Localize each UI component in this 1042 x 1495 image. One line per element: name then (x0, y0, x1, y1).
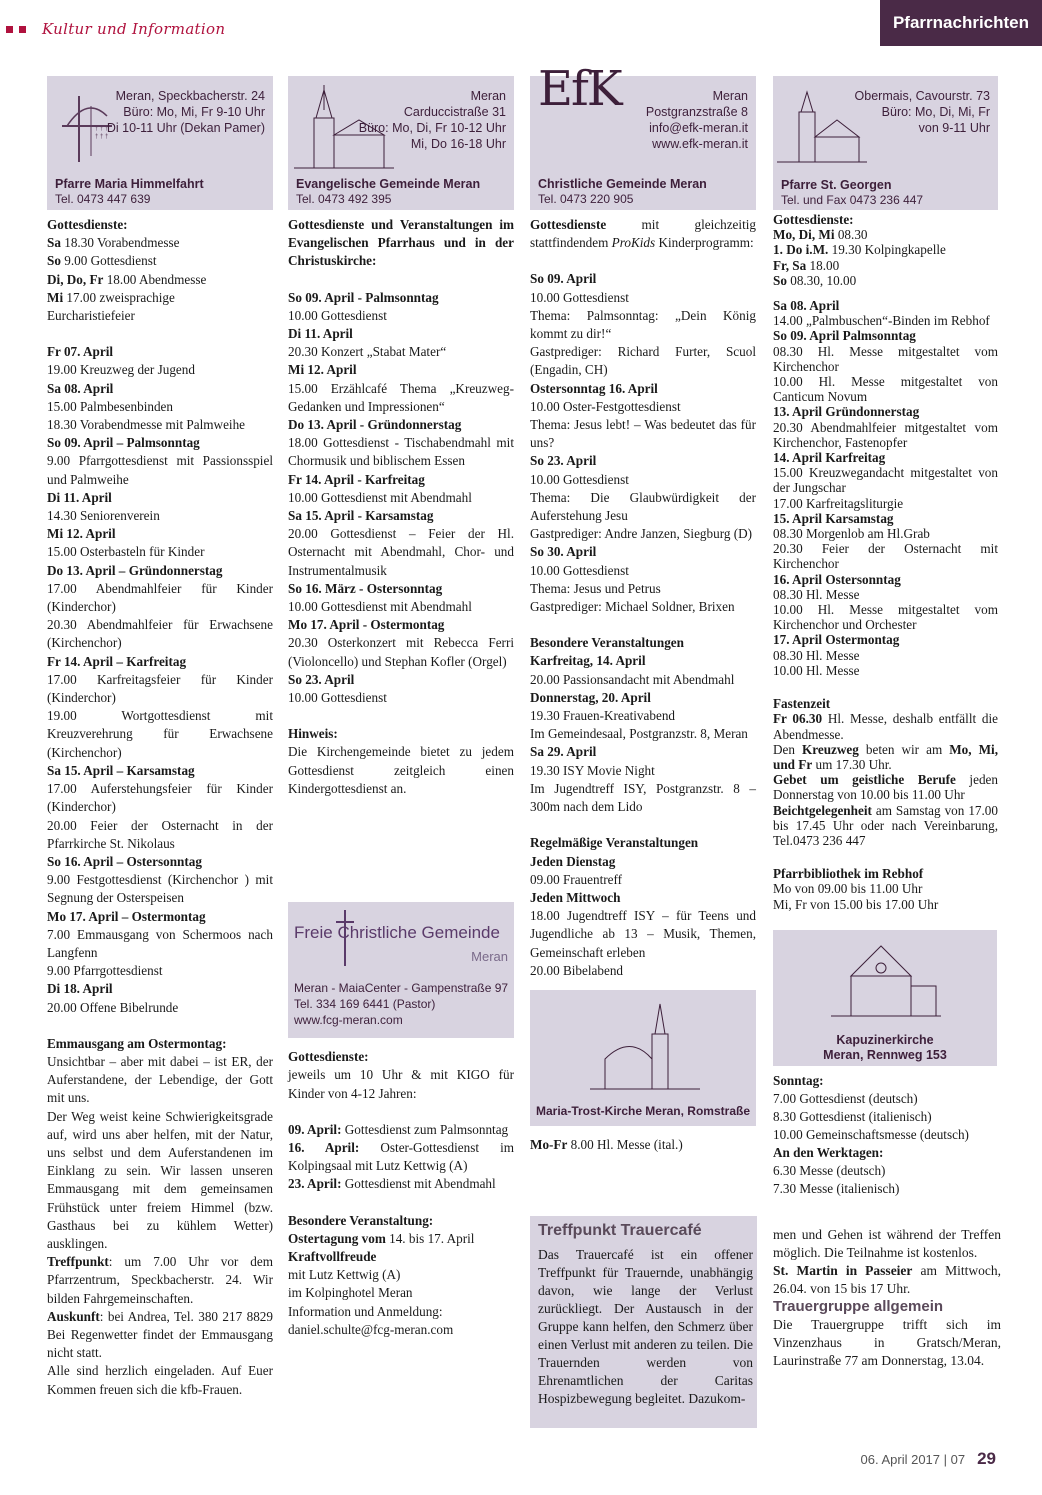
parish-name: Evangelische Gemeinde Meran (296, 176, 481, 191)
parish-address: Meran Postgranzstraße 8 info@efk-meran.it www.efk-meran.it (645, 89, 748, 151)
text-line: Mi 17.00 zweisprachige (47, 289, 175, 305)
text-line: Die Kirchengemeinde bietet zu jedem Gottesdienst zeitgleich einen Kindergottesdienst an. (288, 744, 514, 796)
text-line: daniel.schulte@fcg-meran.com (288, 1321, 454, 1337)
text-line: jeweils um 10 Uhr & mit KIGO für Kinder von 4-12 Jahren: (288, 1067, 514, 1101)
text-line: 09.00 Frauentreff (530, 871, 623, 887)
text-line: 18.00 Jugendtreff ISY – für Teens und Jugendliche ab 13 – Musik, Themen, Gemeinschaft erleben (530, 908, 756, 960)
text-heading: Sa 08. April (47, 380, 114, 396)
text-heading: Hinweis: (288, 726, 338, 742)
text-heading: Mo 17. April – Ostermontag (47, 908, 206, 924)
text-heading: Kraftvollfreude (288, 1248, 377, 1264)
text-line: Mi, Fr von 15.00 bis 17.00 Uhr (773, 896, 939, 912)
fcg-text (288, 1048, 514, 1339)
text-line: 08.30 Hl. Messe (773, 647, 860, 663)
text-line: 23. April: Gottesdienst mit Abendmahl (288, 1176, 496, 1192)
text-heading: Jeden Mittwoch (530, 889, 621, 905)
text-line: Thema: Jesus lebt! – Was bedeutet das für uns? (530, 417, 756, 451)
text-heading: Besondere Veranstaltung: (288, 1212, 434, 1228)
text-line: 7.00 Emmausgang von Schermoos nach Langfenn (47, 926, 273, 960)
text-line: 10.00 Gottesdienst mit Abendmahl (288, 489, 472, 505)
text-line: 20.00 Bibelabend (530, 962, 624, 978)
text-line: 19.00 Wortgottesdienst mit Kreuzverehrung für Erwachsene (Kirchenchor) (47, 708, 273, 760)
text-heading: Regelmäßige Veranstaltungen (530, 835, 699, 851)
parish-text (47, 216, 273, 1399)
text-heading: So 16. März - Ostersonntag (288, 580, 443, 596)
text-heading: Donnerstag, 20. April (530, 689, 651, 705)
text-heading: So 09. April Palmsonntag (773, 328, 916, 344)
text-line: Auskunft: bei Andrea, Tel. 380 217 8829 Bei Regenwetter findet der Emmausgang nicht statt. (47, 1308, 273, 1361)
page-footer (861, 1449, 997, 1469)
parish-text (288, 216, 514, 798)
text-line: Mo von 09.00 bis 11.00 Uhr (773, 881, 923, 897)
text-heading: Do 13. April – Gründonnerstag (47, 562, 223, 578)
text-line: 17.00 Auferstehungsfeier für Kinder (Kinderchor) (47, 781, 273, 815)
text-line: Gottesdienste mit gleichzeitig stattfindendem ProKids Kinderprogramm: (530, 217, 756, 251)
text-line: mit Lutz Kettwig (A) (288, 1267, 401, 1283)
text-line: 1. Do i.M. 19.30 Kolpingkapelle (773, 242, 946, 258)
text-heading: 14. April Karfreitag (773, 450, 886, 466)
text-line: Gastprediger: Andre Janzen, Siegburg (D) (530, 526, 753, 542)
text-heading: So 23. April (530, 453, 597, 469)
kapuzinerkirche-address: Meran, Rennweg 153 (823, 1047, 947, 1062)
parish-box-efk (530, 61, 756, 210)
text-line: 20.30 Abendmahlfeier mitgestaltet vom Kirchenchor, Fastenopfer (773, 419, 998, 450)
section-tag: Pfarrnachrichten (880, 0, 1042, 46)
text-heading: Sa 15. April – Karsamstag (47, 762, 195, 778)
parish-address: Meran, Speckbacherstr. 24 Büro: Mo, Mi, Fr 9-10 Uhr Di 10-11 Uhr (Dekan Pamer) (106, 89, 265, 135)
text-heading: Di 18. April (47, 981, 113, 997)
text-line: 10.00 Gottesdienst (530, 562, 629, 578)
fcg-contact: Meran - MaiaCenter - Gampenstraße 97 Tel. 334 169 6441 (Pastor) www.fcg-meran.com (294, 981, 509, 1028)
text-heading: Gottesdienste und Veranstaltungen im Evangelischen Pfarrhaus und in der Christuskirche: (288, 217, 514, 269)
text-heading: Gottesdienste: (47, 217, 128, 232)
text-heading: Fr 07. April (47, 344, 114, 360)
parish-box-maria-trost (530, 990, 756, 1126)
text-line: So 9.00 Gottesdienst (47, 253, 157, 269)
text-heading: Sa 15. April - Karsamstag (288, 508, 434, 524)
text-heading: 17. April Ostermontag (773, 632, 900, 648)
text-line: 18.30 Vorabendmesse mit Palmweihe (47, 417, 246, 433)
text-line: 10.00 Hl. Messe mitgestaltet vom Kirchenchor und Orchester (773, 602, 998, 633)
text-heading: Mi 12. April (288, 362, 357, 378)
text-heading: Di 11. April (288, 326, 353, 342)
text-line: 15.00 Palmbesenbinden (47, 398, 173, 414)
text-line: 10.00 Gottesdienst (530, 471, 629, 487)
column-maria-himmelfahrt (47, 76, 273, 1399)
text-heading: Karfreitag, 14. April (530, 653, 646, 669)
trauercafe-text-2: men und Gehen ist während der Treffen möglich. Die Teilnahme ist kostenlos. St. Martin in Passeier am Mittwoch, 26.04. von 15 bis 17 Uhr. Trauergruppe allgemein Die Trauergruppe trifft sich im Vinzenzhaus in Gratsch/Meran, Laurinstraße 77 am Donnerstag, 13.04. (773, 1227, 1001, 1368)
text-line: 18.00 Gottesdienst - Tischabendmahl mit Chormusik und biblischem Essen (288, 435, 514, 469)
text-line: 19.00 Kreuzweg der Jugend (47, 362, 195, 378)
text-heading: Di 11. April (47, 489, 112, 505)
text-heading: An den Werktagen: (773, 1144, 884, 1160)
text-line: 09. April: Gottesdienst zum Palmsonntag (288, 1121, 509, 1137)
spacer (773, 848, 998, 866)
text-line: 20.00 Offene Bibelrunde (47, 999, 179, 1015)
parish-box-st-georgen (773, 76, 998, 210)
text-line: 10.00 Hl. Messe mitgestaltet von Canticum Novum (773, 374, 998, 405)
text-line: Mo, Di, Mi 08.30 (773, 227, 868, 243)
parish-name: Christliche Gemeinde Meran (538, 176, 707, 191)
text-heading: So 16. April – Ostersonntag (47, 853, 202, 869)
svg-text:† † †: † † † (95, 126, 109, 132)
text-line: Alle sind herzlich eingeladen. Auf Euer Kommen freuen sich die kfb-Frauen. (47, 1363, 273, 1397)
text-line: 16. April: Oster-Gottesdienst im Kolpingsaal mit Lutz Kettwig (A) (288, 1139, 515, 1174)
text-heading: Sa 29. April (530, 744, 597, 760)
text-line: Den Kreuzweg beten wir am Mo, Mi, und Fr um 17.30 Uhr. (773, 741, 999, 772)
text-heading: Do 13. April - Gründonnerstag (288, 417, 462, 433)
text-heading: Sonntag: (773, 1072, 824, 1088)
column-st-georgen (773, 76, 998, 1198)
text-line: 15.00 Kreuzwegandacht mitgestaltet von der Jungschar (773, 465, 998, 496)
text-line: 14.00 „Palmbuschen“-Binden im Rebhof (773, 313, 990, 329)
parish-phone: Tel. 0473 492 395 (296, 191, 392, 206)
text-line: 20.30 Osterkonzert mit Rebecca Ferri (Violoncello) und Stephan Kofler (Orgel) (288, 635, 514, 669)
text-line: 9.00 Festgottesdienst (Kirchenchor ) mit Segnung der Osterspeisen (47, 872, 273, 906)
text-line: Beichtgelegenheit am Samstag von 17.00 bis 17.45 Uhr oder nach Vereinbarung, Tel.0473 236 447 (773, 802, 998, 848)
trauercafe-box (530, 1216, 1000, 1428)
footer-date: 06. April 2017 | 07 (860, 1452, 966, 1467)
text-line: Unsichtbar – aber mit dabei – ist ER, der Auferstandene, der Lebendige, der Gott mit uns. (47, 1053, 273, 1106)
column-evangelische-gemeinde (288, 76, 514, 1339)
text-heading: Gottesdienste: (288, 1049, 369, 1065)
text-line: 08.30 Hl. Messe mitgestaltet vom Kirchenchor (773, 343, 998, 374)
parish-phone: Tel. 0473 220 905 (538, 191, 634, 206)
text-line: 10.00 Gottesdienst (288, 690, 387, 706)
text-line: Fr 06.30 Hl. Messe, deshalb entfällt die Abendmesse. (773, 711, 998, 742)
text-heading: Fr 14. April – Karfreitag (47, 653, 187, 669)
text-line: 10.00 Gottesdienst (530, 289, 629, 305)
trauercafe-title: Treffpunkt Trauercafé (538, 1222, 702, 1239)
text-line: Ostertagung vom 14. bis 17. April (288, 1230, 475, 1246)
text-line: Eurcharistiefeier (47, 308, 135, 324)
text-line: im Kolpinghotel Meran (288, 1285, 413, 1301)
text-line: 20.00 Passionsandacht mit Abendmahl (530, 671, 735, 687)
text-line: 10.00 Gottesdienst mit Abendmahl (288, 599, 472, 615)
spacer (288, 1103, 514, 1121)
fcg-logo-text: Freie Christliche Gemeinde (294, 923, 500, 943)
text-line: 9.00 Pfarrgottesdienst mit Passionsspiel und Palmweihe (47, 453, 273, 487)
text-line: 10.00 Hl. Messe (773, 662, 860, 678)
maria-trost-caption: Maria-Trost-Kirche Meran, Romstraße (536, 1103, 750, 1118)
text-line: Gastprediger: Richard Furter, Scuol (Engadin, CH) (530, 344, 756, 378)
text-line: 14.30 Seniorenverein (47, 508, 160, 524)
parish-box-freie-christliche (288, 902, 514, 1038)
spacer (773, 288, 998, 298)
parish-box-kapuzinerkirche (773, 930, 997, 1066)
text-line: Gastprediger: Michael Soldner, Brixen (530, 599, 735, 615)
spacer (47, 325, 273, 343)
spacer (773, 678, 998, 696)
text-line: 08.30 Hl. Messe (773, 586, 860, 602)
st-georgen-church-icon (777, 82, 867, 172)
text-line: 8.30 Gottesdienst (italienisch) (773, 1108, 932, 1124)
column-christliche-gemeinde (530, 61, 756, 1154)
parish-name: Pfarre St. Georgen (781, 177, 892, 192)
fcg-logo-sub: Meran (471, 949, 508, 965)
parish-phone: Tel. und Fax 0473 236 447 (781, 192, 924, 207)
maria-trost-church-icon (590, 994, 700, 1104)
text-line: 20.00 Feier der Osternacht in der Pfarrkirche St. Nikolaus (47, 817, 273, 851)
text-heading: Gottesdienste: (773, 212, 854, 227)
text-line: 17.00 Karfreitagsfeier für Kinder (Kinderchor) (47, 671, 273, 706)
text-line: 10.00 Oster-Festgottesdienst (530, 398, 681, 414)
text-line: 20.30 Konzert „Stabat Mater“ (288, 344, 447, 360)
page-number: 29 (977, 1449, 996, 1468)
square-marker (19, 26, 26, 33)
text-line: 10.00 Gemeinschaftsmesse (deutsch) (773, 1126, 969, 1142)
text-line: 6.30 Messe (deutsch) (773, 1162, 886, 1178)
text-line: Di, Do, Fr 18.00 Abendmesse (47, 271, 207, 287)
text-heading: Besondere Veranstaltungen (530, 635, 684, 651)
text-line: Fr, Sa 18.00 (773, 257, 840, 273)
text-line: 17.00 Abendmahlfeier für Kinder (Kinderchor) (47, 580, 273, 615)
parish-address: Obermais, Cavourstr. 73 Büro: Mo, Di, Mi, Fr von 9-11 Uhr (854, 89, 990, 135)
maria-trost-times: Mo-Fr 8.00 Hl. Messe (ital.) (530, 1136, 683, 1152)
text-line: 15.00 Erzählcafé Thema „Kreuzweg-Gedanken und Impressionen“ (288, 380, 514, 414)
parish-address: Meran Carduccistraße 31 Büro: Mo, Di, Fr 10-12 Uhr Mi, Do 16-18 Uhr (358, 89, 506, 151)
text-heading: Fastenzeit (773, 696, 831, 712)
section-title: Kultur und Information (42, 20, 226, 38)
square-marker (6, 26, 13, 33)
text-heading: Mo 17. April - Ostermontag (288, 617, 445, 633)
text-heading: Mi 12. April (47, 526, 116, 542)
text-line: Thema: Palmsonntag: „Dein König kommt zu dir!“ (530, 307, 756, 342)
text-line: 20.00 Gottesdienst – Feier der Hl. Osternacht mit Abendmahl, Chor- und Instrumentalmusik (288, 526, 514, 578)
text-line: Gebet um geistliche Berufe jeden Donnerstag von 10.00 bis 11.00 Uhr (773, 772, 998, 803)
parish-text (530, 216, 756, 980)
text-line: 19.30 Frauen-Kreativabend (530, 708, 676, 724)
parish-name: Pfarre Maria Himmelfahrt (55, 176, 204, 191)
text-line: Der Weg weist keine Schwierigkeitsgrade auf, wird uns aber helfen, mit der Natur, uns selbst und dem Auferstandenen im Einklang zu sein. Wir lassen unseren Emmausgang mit dem gemeinsamen Frühstück unter freiem Himmel (bzw. Gasthaus bei zu kühlem Wetter) ausklingen. (47, 1108, 273, 1251)
text-line: Im Jugendtreff ISY, Postgranzstr. 8 – 300m nach dem Lido (530, 780, 756, 815)
parish-box-evangelische (288, 76, 514, 210)
text-line: 08.30 Morgenlob am Hl.Grab (773, 526, 930, 542)
text-line: 20.30 Feier der Osternacht mit Kirchenchor (773, 541, 998, 572)
text-line: 20.30 Abendmahlfeier für Erwachsene (Kirchenchor) (47, 617, 273, 651)
text-line: Thema: Jesus und Petrus (530, 580, 661, 596)
text-line: So 08.30, 10.00 (773, 272, 857, 288)
kapuzinerkirche-icon (831, 936, 941, 1026)
text-line: Thema: Die Glaubwürdigkeit der Auferstehung Jesu (530, 489, 756, 524)
text-heading: 15. April Karsamstag (773, 510, 894, 526)
text-line: 9.00 Pfarrgottesdienst (47, 963, 163, 979)
text-heading: Ostersonntag 16. April (530, 380, 658, 396)
kapuzinerkirche-text (773, 1072, 998, 1198)
text-heading: 13. April Gründonnerstag (773, 404, 920, 420)
kapuzinerkirche-name: Kapuzinerkirche (836, 1032, 934, 1047)
text-heading: So 09. April - Palmsonntag (288, 289, 439, 305)
text-line: 7.00 Gottesdienst (deutsch) (773, 1090, 918, 1106)
spacer (530, 816, 756, 834)
text-heading: Fr 14. April - Karfreitag (288, 471, 425, 487)
spacer (530, 252, 756, 270)
spacer (530, 616, 756, 634)
text-heading: Jeden Dienstag (530, 853, 616, 869)
efk-logo: EfK (538, 61, 621, 117)
parish-box-maria-himmelfahrt (47, 76, 273, 210)
parish-phone: Tel. 0473 447 639 (55, 191, 151, 206)
text-line: Information und Anmeldung: (288, 1303, 443, 1319)
text-line: Treffpunkt: um 7.00 Uhr vor dem Pfarrzentrum, Speckbacherstr. 24. Wir bilden Fahrgemeinschaften. (47, 1254, 273, 1306)
text-line: 19.30 ISY Movie Night (530, 762, 655, 778)
text-heading: 16. April Ostersonntag (773, 571, 901, 587)
text-heading: So 09. April (530, 271, 597, 287)
text-line: 15.00 Osterbasteln für Kinder (47, 544, 205, 560)
text-line: Im Gemeindesaal, Postgranzstr. 8, Meran (530, 726, 748, 742)
text-line: 7.30 Messe (italienisch) (773, 1180, 900, 1196)
spacer (288, 707, 514, 725)
trauercafe-text: Das Trauercafé ist ein offener Treffpunkt für Trauernde, unabhängig davon, wie lange der Verlust zurückliegt. Der Austausch in der Gruppe kann helfen, den Schmerz über einen Verlust mit anderen zu teilen. Die Trauernden werden von Ehrenamtlichen der Caritas Hospizbewegung begleitet. Dazukom- (538, 1247, 753, 1406)
text-heading: Pfarrbibliothek im Rebhof (773, 866, 924, 882)
svg-text:† † †: † † † (95, 134, 109, 140)
spacer (288, 1194, 514, 1212)
text-line: 10.00 Gottesdienst (288, 307, 387, 323)
text-heading: So 30. April (530, 544, 597, 560)
text-heading: So 23. April (288, 671, 355, 687)
text-heading: Sa 08. April (773, 298, 840, 314)
spacer (288, 271, 514, 289)
parish-text (773, 212, 998, 912)
text-line: 17.00 Karfreitagsliturgie (773, 495, 904, 511)
header-left (6, 20, 225, 38)
spacer (47, 1017, 273, 1035)
text-line: Sa 18.30 Vorabendmesse (47, 235, 180, 251)
text-heading: So 09. April – Palmsonntag (47, 435, 200, 451)
text-heading: Emmausgang am Ostermontag: (47, 1035, 227, 1051)
